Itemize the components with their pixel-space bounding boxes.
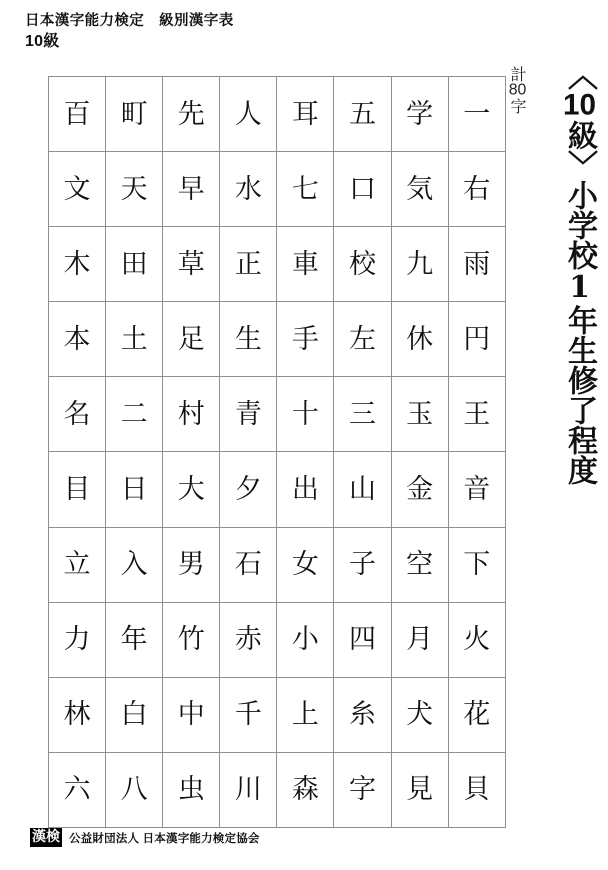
table-row <box>49 227 506 302</box>
kanji-cell: 町 <box>106 77 163 152</box>
kanji-cell: 千 <box>220 677 277 752</box>
kanji-cell: 三 <box>334 377 391 452</box>
organization-name: 公益財団法人 日本漢字能力検定協会 <box>69 832 260 845</box>
vertical-level-title <box>550 60 596 580</box>
kanji-cell: 一 <box>448 77 505 152</box>
count-number: 80 <box>508 82 527 98</box>
count-suffix: 字 <box>508 98 527 114</box>
kanji-cell: 十 <box>277 377 334 452</box>
kanji-cell: 犬 <box>391 677 448 752</box>
kanji-cell: 力 <box>49 602 106 677</box>
kanji-cell: 名 <box>49 377 106 452</box>
table-row <box>49 77 506 152</box>
document-header <box>25 12 445 52</box>
kanji-cell: 玉 <box>391 377 448 452</box>
kanji-cell: 百 <box>49 77 106 152</box>
table-row <box>49 152 506 227</box>
kanji-cell: 目 <box>49 452 106 527</box>
document-level-label: 10級 <box>25 33 60 50</box>
kanji-cell: 先 <box>163 77 220 152</box>
kanji-cell: 早 <box>163 152 220 227</box>
kanji-cell: 耳 <box>277 77 334 152</box>
kanji-cell: 音 <box>448 452 505 527</box>
kanji-cell: 手 <box>277 302 334 377</box>
kanji-cell: 気 <box>391 152 448 227</box>
table-row <box>49 452 506 527</box>
kanji-cell: 林 <box>49 677 106 752</box>
kanji-cell: 学 <box>391 77 448 152</box>
kanji-cell: 生 <box>220 302 277 377</box>
table-row <box>49 752 506 827</box>
kanji-cell: 人 <box>220 77 277 152</box>
kanji-cell: 草 <box>163 227 220 302</box>
kanji-cell: 六 <box>49 752 106 827</box>
kanji-cell: 車 <box>277 227 334 302</box>
kanji-cell: 夕 <box>220 452 277 527</box>
kanji-cell: 水 <box>220 152 277 227</box>
kanji-cell: 雨 <box>448 227 505 302</box>
kanji-cell: 立 <box>49 527 106 602</box>
table-row <box>49 677 506 752</box>
document-title: 日本漢字能力検定 級別漢字表 <box>25 13 234 29</box>
kanji-cell: 貝 <box>448 752 505 827</box>
kanji-cell: 左 <box>334 302 391 377</box>
kanji-cell: 村 <box>163 377 220 452</box>
kanji-cell: 上 <box>277 677 334 752</box>
kanji-cell: 下 <box>448 527 505 602</box>
kanji-cell: 足 <box>163 302 220 377</box>
kanji-cell: 八 <box>106 752 163 827</box>
kanji-cell: 見 <box>391 752 448 827</box>
bracket-close: 〉 <box>562 150 597 180</box>
kanji-cell: 二 <box>106 377 163 452</box>
kanji-cell: 土 <box>106 302 163 377</box>
bracket-open: 〈 <box>562 60 597 90</box>
kanji-cell: 中 <box>163 677 220 752</box>
kanji-cell: 出 <box>277 452 334 527</box>
kanji-cell: 五 <box>334 77 391 152</box>
kanji-cell: 田 <box>106 227 163 302</box>
kanken-logo: 漢検 <box>32 829 60 845</box>
kanji-cell: 年 <box>106 602 163 677</box>
table-row <box>49 527 506 602</box>
kanji-cell: 七 <box>277 152 334 227</box>
kanji-cell: 糸 <box>334 677 391 752</box>
kanji-cell: 森 <box>277 752 334 827</box>
kanji-cell: 正 <box>220 227 277 302</box>
kanji-cell: 虫 <box>163 752 220 827</box>
kanji-cell: 火 <box>448 602 505 677</box>
kanji-table-body <box>49 77 506 828</box>
kanji-cell: 女 <box>277 527 334 602</box>
kanji-cell: 四 <box>334 602 391 677</box>
kanji-cell: 石 <box>220 527 277 602</box>
kanji-cell: 口 <box>334 152 391 227</box>
kanji-cell: 川 <box>220 752 277 827</box>
kanji-cell: 花 <box>448 677 505 752</box>
table-row <box>49 302 506 377</box>
description-part-2: 年生修了程度 <box>562 305 597 485</box>
kanji-cell: 男 <box>163 527 220 602</box>
kanji-cell: 右 <box>448 152 505 227</box>
kanji-cell: 空 <box>391 527 448 602</box>
kanji-cell: 小 <box>277 602 334 677</box>
kanji-cell: 木 <box>49 227 106 302</box>
count-prefix: 計 <box>508 66 527 82</box>
kanji-cell: 金 <box>391 452 448 527</box>
level-number: 10 <box>563 90 596 120</box>
kanji-cell: 字 <box>334 752 391 827</box>
kanji-cell: 白 <box>106 677 163 752</box>
kanji-cell: 月 <box>391 602 448 677</box>
table-row <box>49 602 506 677</box>
kanji-cell: 青 <box>220 377 277 452</box>
kanji-cell: 文 <box>49 152 106 227</box>
kanji-cell: 王 <box>448 377 505 452</box>
table-row <box>49 377 506 452</box>
kanji-table <box>48 76 506 828</box>
kanji-cell: 山 <box>334 452 391 527</box>
kanji-cell: 天 <box>106 152 163 227</box>
kanji-cell: 赤 <box>220 602 277 677</box>
level-suffix: 級 <box>562 120 597 150</box>
kanji-cell: 九 <box>391 227 448 302</box>
kanji-cell: 校 <box>334 227 391 302</box>
kanji-cell: 円 <box>448 302 505 377</box>
kanji-cell: 本 <box>49 302 106 377</box>
kanji-cell: 大 <box>163 452 220 527</box>
kanji-cell: 入 <box>106 527 163 602</box>
document-footer <box>30 828 260 847</box>
kanji-cell: 竹 <box>163 602 220 677</box>
kanji-cell: 日 <box>106 452 163 527</box>
description-part-1: 小学校 <box>562 180 597 270</box>
kanji-cell: 休 <box>391 302 448 377</box>
grade-number: 1 <box>562 270 597 305</box>
kanji-cell: 子 <box>334 527 391 602</box>
